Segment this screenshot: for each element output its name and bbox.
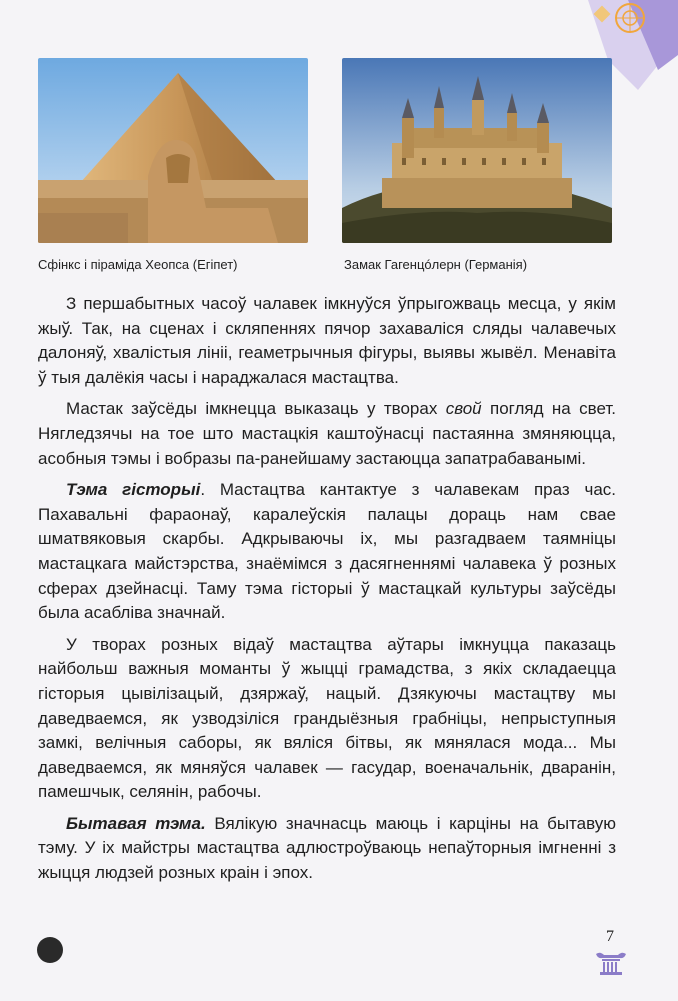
- emphasis-word: свой: [445, 399, 482, 419]
- hohenzollern-castle-photo: [342, 58, 612, 243]
- paragraph-intro: З першабытных часоў чалавек імкнуўся ўпрыгожваць месца, у якім жыў. Так, на сценах і скляпеннях пячор захаваліся сляды чалавечых далоняў, хвалістыя лініі, геаметрычныя фігуры, выявы жывёл. Менавіта ў тыя далёкія часы і нараджалася мастацтва.: [38, 294, 616, 387]
- sphinx-pyramid-photo: [38, 58, 308, 243]
- term-everyday-theme: Бытавая тэма.: [66, 813, 206, 833]
- page-number: 7: [606, 928, 614, 945]
- term-history-theme: Тэма гісторыі: [66, 480, 201, 500]
- column-capital-icon: [594, 952, 628, 976]
- body-text: [38, 292, 616, 886]
- photo-caption-sphinx: Сфінкс і піраміда Хеопса (Егіпет): [38, 257, 238, 272]
- photo-caption-castle: Замак Гагенцóлерн (Германія): [344, 257, 528, 272]
- paragraph-civilizations: У творах розных відаў мастацтва аўтары імкнуцца паказаць найбольш важныя моманты ў жыцці грамадства, з якіх складаецца гісторыя цывілізацый, дзяржаў, нацый. Дзякуючы мастацтву мы даведваемся, як узводзіліся грандыёзныя грабніцы, непрыступныя замкі, велічныя саборы, як вяліся бітвы, як мянялася мода... Мы даведваемся, як мяняўся чалавек — гасудар, военачальнік, дваранін, памешчык, селянін, рабочы.: [38, 634, 616, 802]
- paragraph-history-theme: Тэма гісторыі. Мастацтва кантактуе з чалавекам праз час. Пахавальні фараонаў, каралеўскія палацы дораць нам свае шматвяковыя скарбы. Адкрываючы іх, мы разгадваем таямніцы мастацкага майстэрства, знаёмімся з дасягненнямі чалавека ў розных сферах дзейнасці. Таму тэма гісторыі ў мастацкай культуры заўсёды была асабліва значнай.: [38, 480, 616, 623]
- bullet-circle-icon: [37, 937, 63, 963]
- paragraph-artist: Мастак заўсёды імкнецца выказаць у творах свой погляд на свет. Нягледзячы на тое што мастацкія каштоўнасці пастаянна змяняюцца, асобныя тэмы і вобразы па-ранейшаму застаюцца запатрабаванымі.: [38, 399, 616, 468]
- paragraph-everyday-theme: Бытавая тэма. Вялікую значнасць маюць і карціны на бытавую тэму. У іх майстры мастацтва адлюстроўваюць непаўторныя імгненні з жыцця людзей розных краін і эпох.: [38, 813, 616, 883]
